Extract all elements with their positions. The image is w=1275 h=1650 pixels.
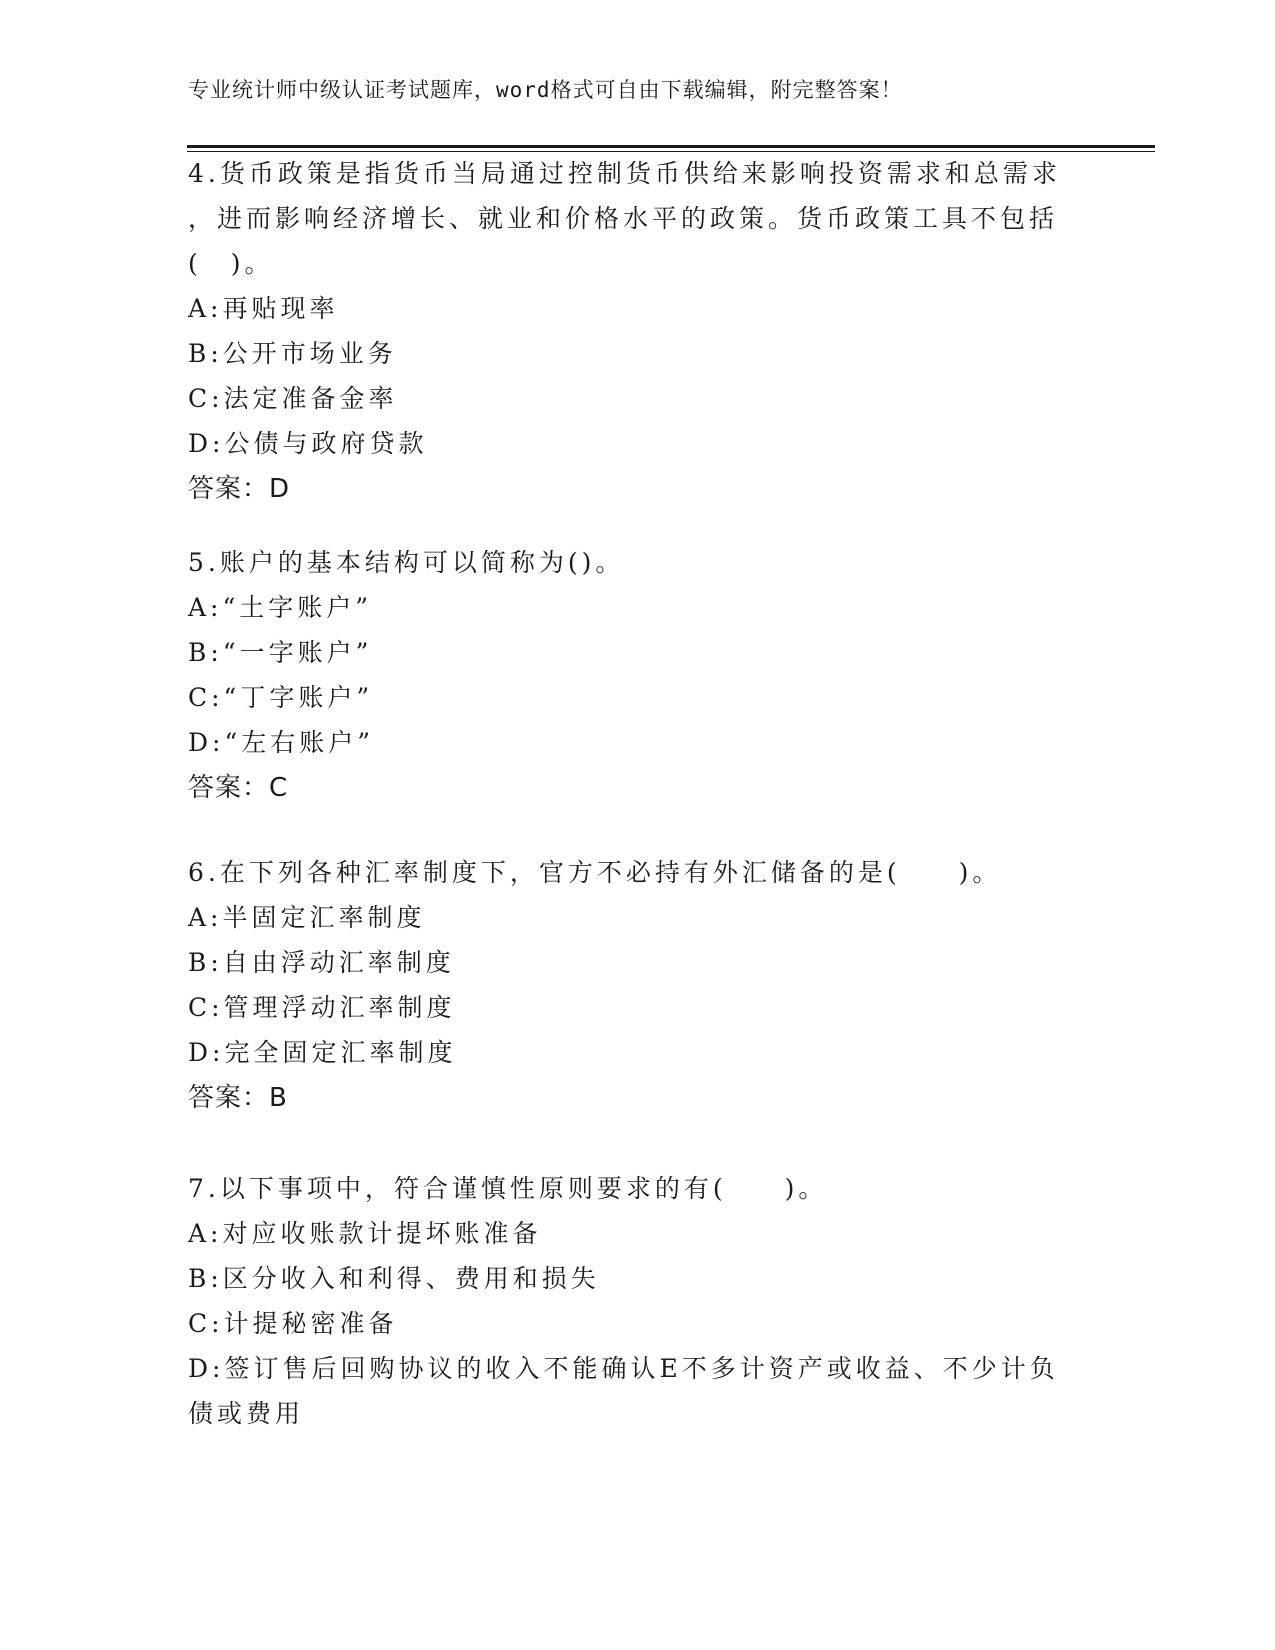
question-7: [188, 1166, 1088, 1436]
option-d: D:“左右账户”: [188, 728, 375, 757]
answer-label: 答案：D: [188, 474, 291, 504]
answer-label: 答案：C: [188, 773, 289, 803]
option-d-continued: 债或费用: [188, 1399, 305, 1428]
question-4: [188, 151, 1088, 512]
option-b: B:“一字账户”: [188, 638, 373, 667]
question-5: [188, 540, 1088, 811]
option-c: C:计提秘密准备: [188, 1309, 398, 1338]
option-d: D:完全固定汇率制度: [188, 1038, 457, 1067]
question-stem-line: 6.在下列各种汇率制度下，官方不必持有外汇储备的是( )。: [188, 858, 1002, 887]
question-stem-line: 7.以下事项中，符合谨慎性原则要求的有( )。: [188, 1174, 828, 1203]
question-stem-line: 5.账户的基本结构可以简称为()。: [188, 548, 625, 577]
question-6: [188, 850, 1088, 1121]
option-a: A:“土字账户”: [188, 593, 373, 622]
header-rule-thick: [187, 145, 1155, 148]
option-b: B:公开市场业务: [188, 339, 397, 368]
answer-label: 答案：B: [188, 1083, 288, 1113]
option-a: A:半固定汇率制度: [188, 903, 426, 932]
question-stem-line: 4.货币政策是指货币当局通过控制货币供给来影响投资需求和总需求: [188, 159, 1061, 188]
option-d: D:公债与政府贷款: [188, 429, 428, 458]
question-stem-line: ( )。: [188, 249, 274, 278]
option-b: B:自由浮动汇率制度: [188, 948, 455, 977]
option-c: C:管理浮动汇率制度: [188, 993, 456, 1022]
question-stem-line: ，进而影响经济增长、就业和价格水平的政策。货币政策工具不包括: [188, 204, 1059, 233]
option-b: B:区分收入和利得、费用和损失: [188, 1264, 600, 1293]
option-d: D:签订售后回购协议的收入不能确认E不多计资产或收益、不少计负: [188, 1354, 1059, 1383]
option-a: A:再贴现率: [188, 294, 339, 323]
page-header: 专业统计师中级认证考试题库，word格式可自由下载编辑，附完整答案！: [188, 78, 903, 102]
option-c: C:法定准备金率: [188, 384, 398, 413]
option-c: C:“丁字账户”: [188, 683, 374, 712]
option-a: A:对应收账款计提坏账准备: [188, 1219, 542, 1248]
